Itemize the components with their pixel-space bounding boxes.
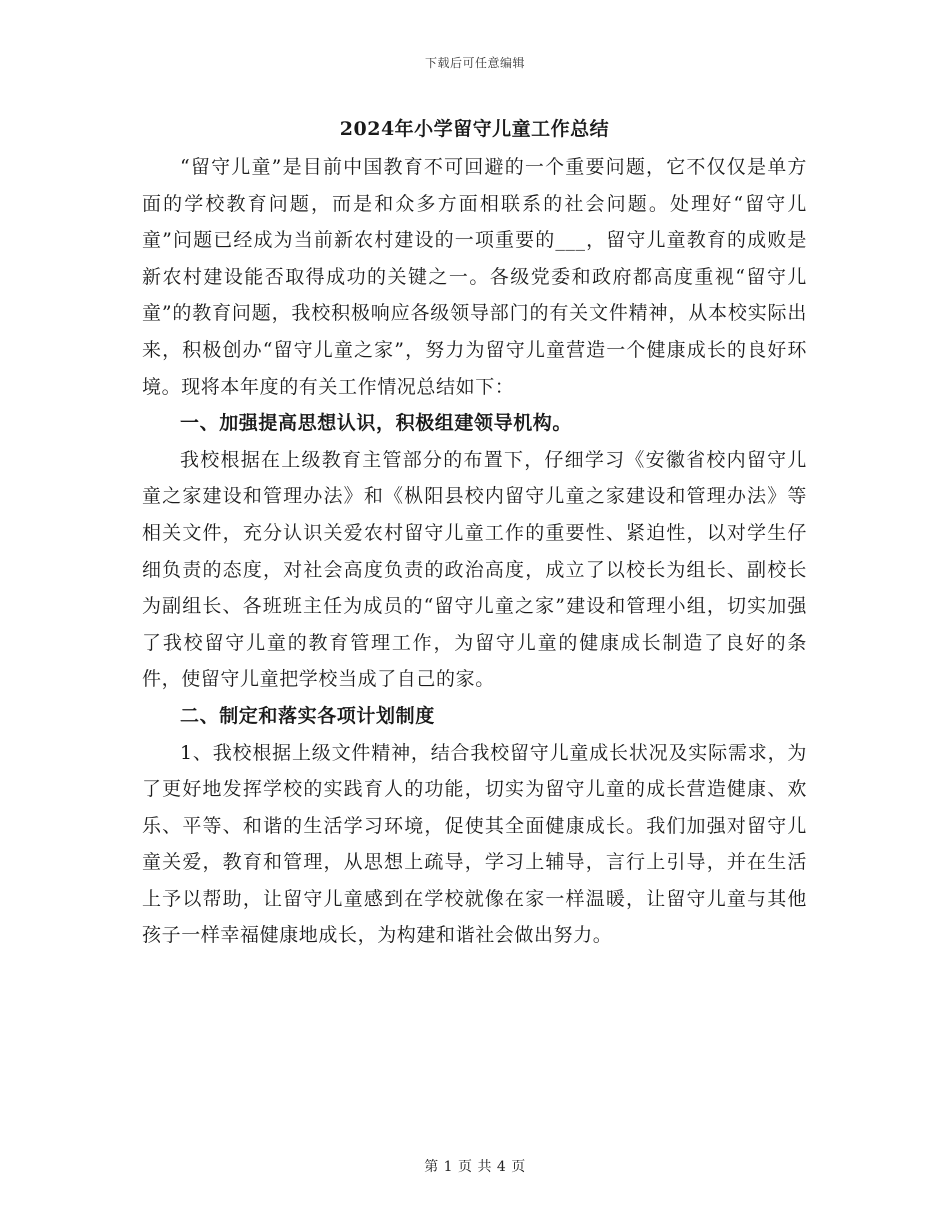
document-title: 2024年小学留守儿童工作总结 xyxy=(339,118,610,140)
section-heading-1: 一、加强提高思想认识，积极组建领导机构。 xyxy=(180,412,573,435)
section-1-paragraph: 我校根据在上级教育主管部分的布置下，仔细学习《安徽省校内留守儿童之家建设和管理办法》和《枞阳县校内留守儿童之家建设和管理办法》等相关文件，充分认识关爱农村留守儿童工作的重要性、紧迫性，以对学生仔细负责的态度，对社会高度负责的政治高度，成立了以校长为组长、副校长为副组长、各班班主任为成员的“留守儿童之家”建设和管理小组，切实加强了我校留守儿童的教育管理工作，为留守儿童的健康成长制造了良好的条件，使留守儿童把学校当成了自己的家。 xyxy=(142,448,807,691)
page-number-footer: 第 1 页 共 4 页 xyxy=(424,1159,526,1175)
section-heading-2: 二、制定和落实各项计划制度 xyxy=(180,704,435,727)
section-2-paragraph: 1、我校根据上级文件精神，结合我校留守儿童成长状况及实际需求，为了更好地发挥学校的实践育人的功能，切实为留守儿童的成长营造健康、欢乐、平等、和谐的生活学习环境，促使其全面健康成长。我们加强对留守儿童关爱，教育和管理，从思想上疏导，学习上辅导，言行上引导，并在生活上予以帮助，让留守儿童感到在学校就像在家一样温暖，让留守儿童与其他孩子一样幸福健康地成长，为构建和谐社会做出努力。 xyxy=(142,741,807,947)
document-body xyxy=(142,113,807,954)
intro-paragraph: “留守儿童”是目前中国教育不可回避的一个重要问题，它不仅仅是单方面的学校教育问题，而是和众多方面相联系的社会问题。处理好“留守儿童”问题已经成为当前新农村建设的一项重要的___，留守儿童教育的成败是新农村建设能否取得成功的关键之一。各级党委和政府都高度重视“留守儿童”的教育问题，我校积极响应各级领导部门的有关文件精神，从本校实际出来，积极创办“留守儿童之家”，努力为留守儿童营造一个健康成长的良好环境。现将本年度的有关工作情况总结如下： xyxy=(142,156,807,398)
page-header: 下载后可任意编辑 xyxy=(424,56,525,70)
